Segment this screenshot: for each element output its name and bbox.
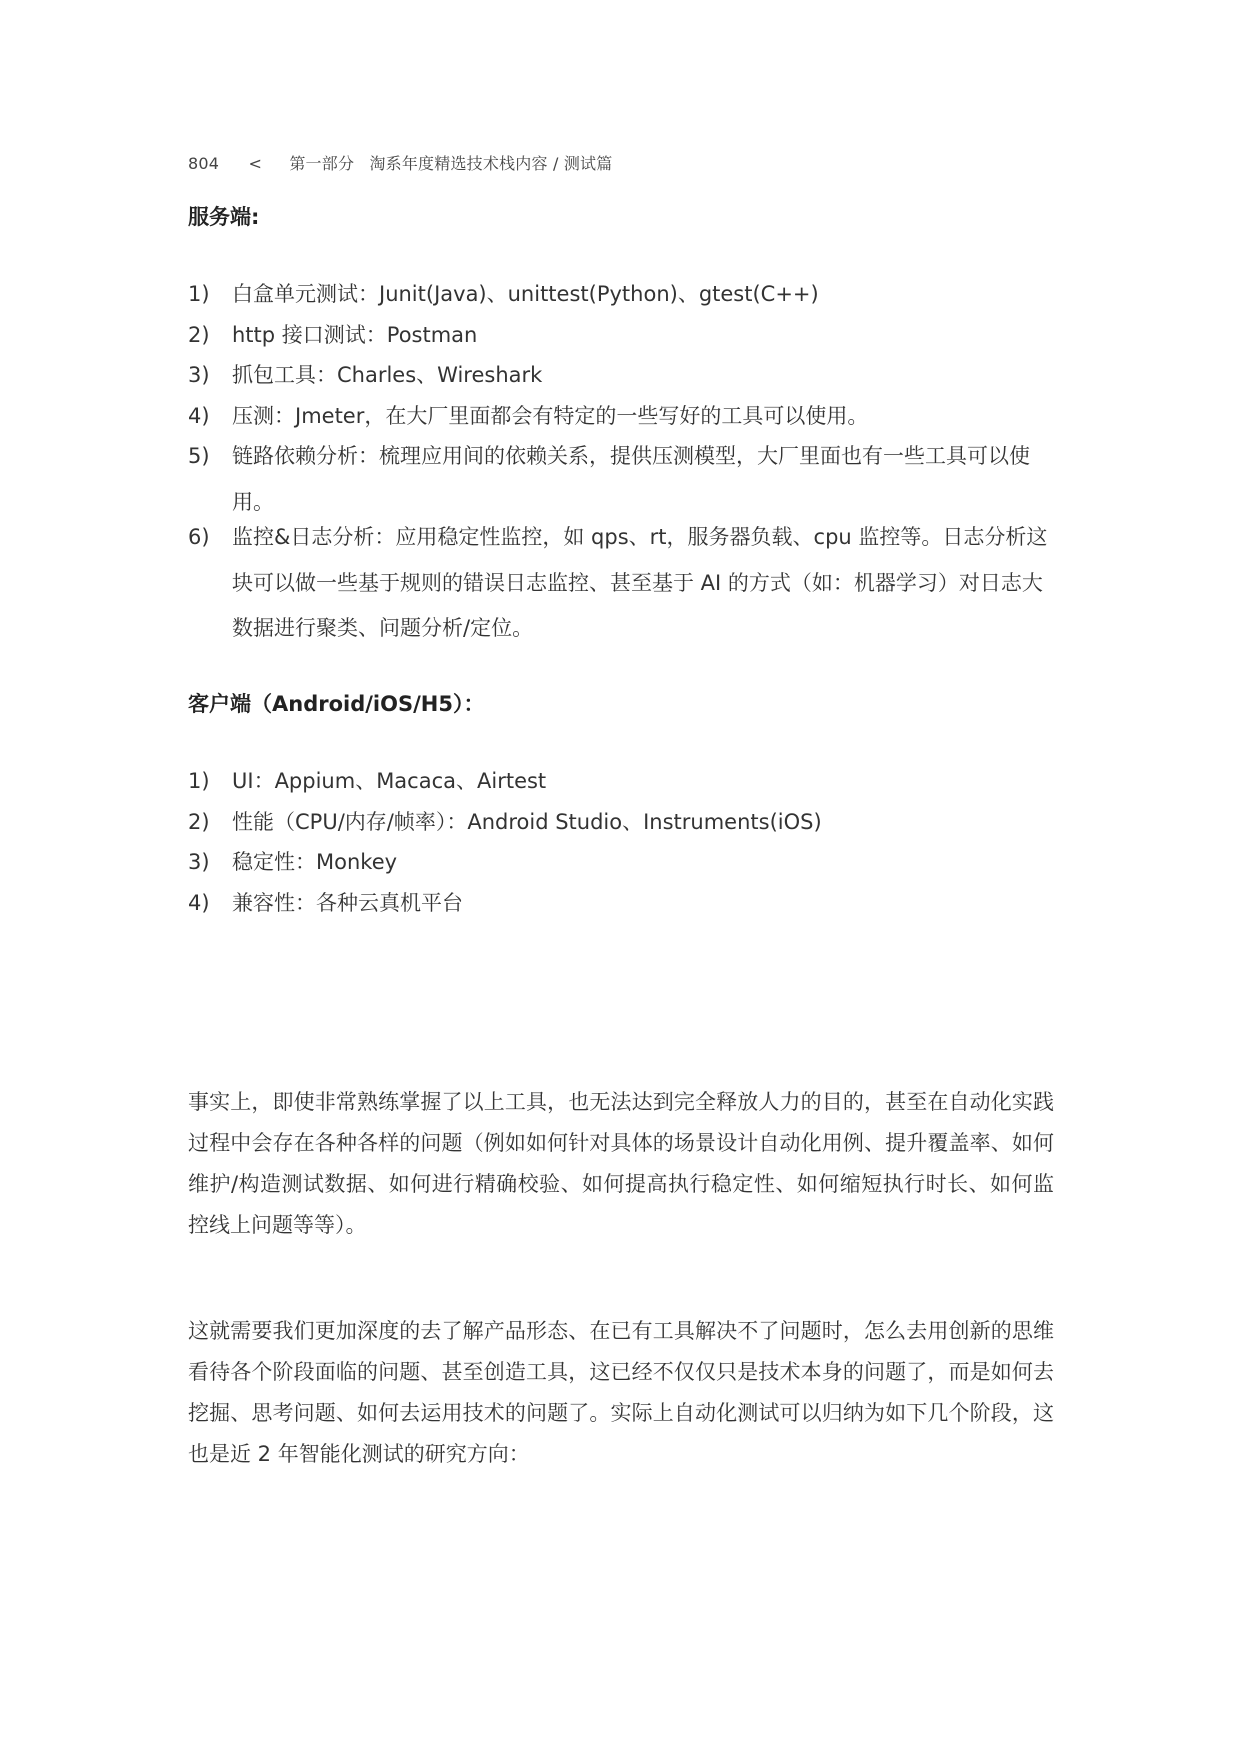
list-item <box>188 759 1054 800</box>
item-text: UI：Appium、Macaca、Airtest <box>232 769 547 793</box>
item-number: 2) <box>188 322 210 347</box>
list-item <box>188 394 1054 435</box>
server-section-heading: 服务端: <box>188 205 260 229</box>
item-number: 6) <box>188 525 210 549</box>
item-text: 兼容性：各种云真机平台 <box>232 890 463 915</box>
list-item <box>188 272 1054 313</box>
client-tools-list <box>188 759 1054 921</box>
item-number: 4) <box>188 890 210 915</box>
item-number: 2) <box>188 809 210 834</box>
item-text: 链路依赖分析：梳理应用间的依赖关系，提供压测模型，大厂里面也有一些工具可以使用。 <box>232 444 1030 514</box>
item-text: 压测：Jmeter，在大厂里面都会有特定的一些写好的工具可以使用。 <box>232 403 869 428</box>
document-page <box>188 0 1054 1755</box>
paragraph: 事实上，即使非常熟练掌握了以上工具，也无法达到完全释放人力的目的，甚至在自动化实践过程中会存在各种各样的问题（例如如何针对具体的场景设计自动化用例、提升覆盖率、如何维护/构造测试数据、如何进行精确校验、如何提高执行稳定性、如何缩短执行时长、如何监控线上问题等等）。 <box>188 1090 1054 1237</box>
item-number: 4) <box>188 403 210 428</box>
paragraph: 这就需要我们更加深度的去了解产品形态、在已有工具解决不了问题时，怎么去用创新的思维看待各个阶段面临的问题、甚至创造工具，这已经不仅仅只是技术本身的问题了，而是如何去挖掘、思考问题、如何去运用技术的问题了。实际上自动化测试可以归纳为如下几个阶段，这也是近 2 年智能化测试的研究方向： <box>188 1319 1054 1466</box>
item-text: 监控&日志分析：应用稳定性监控，如 qps、rt，服务器负载、cpu 监控等。日志分析这块可以做一些基于规则的错误日志监控、甚至基于 AI 的方式（如：机器学习）对日志大数据进行聚类、问题分析/定位。 <box>232 525 1048 640</box>
item-number: 3) <box>188 363 210 387</box>
page-number: 804 <box>188 154 220 173</box>
item-number: 1) <box>188 769 210 793</box>
item-number: 1) <box>188 282 210 306</box>
item-text: 白盒单元测试：Junit(Java)、unittest(Python)、gtest(C++) <box>232 282 819 306</box>
item-number: 5) <box>188 444 210 468</box>
list-item <box>188 840 1054 881</box>
list-item <box>188 313 1054 354</box>
item-text: 抓包工具：Charles、Wireshark <box>232 363 543 387</box>
running-header <box>188 151 612 174</box>
client-section-heading: 客户端（Android/iOS/H5）： <box>188 692 485 716</box>
list-item <box>188 881 1054 922</box>
header-title: 淘系年度精选技术栈内容 / 测试篇 <box>369 154 613 173</box>
item-number: 3) <box>188 850 210 874</box>
previous-arrow-icon: < <box>248 154 263 173</box>
list-item <box>188 800 1054 841</box>
header-part: 第一部分 <box>289 154 355 173</box>
server-tools-list <box>188 272 1054 652</box>
list-item <box>188 434 1054 515</box>
list-item <box>188 515 1054 652</box>
list-item <box>188 353 1054 394</box>
item-text: 稳定性：Monkey <box>232 850 398 874</box>
item-text: 性能（CPU/内存/帧率）：Android Studio、Instruments(iOS) <box>232 809 822 834</box>
item-text: http 接口测试：Postman <box>232 322 478 347</box>
